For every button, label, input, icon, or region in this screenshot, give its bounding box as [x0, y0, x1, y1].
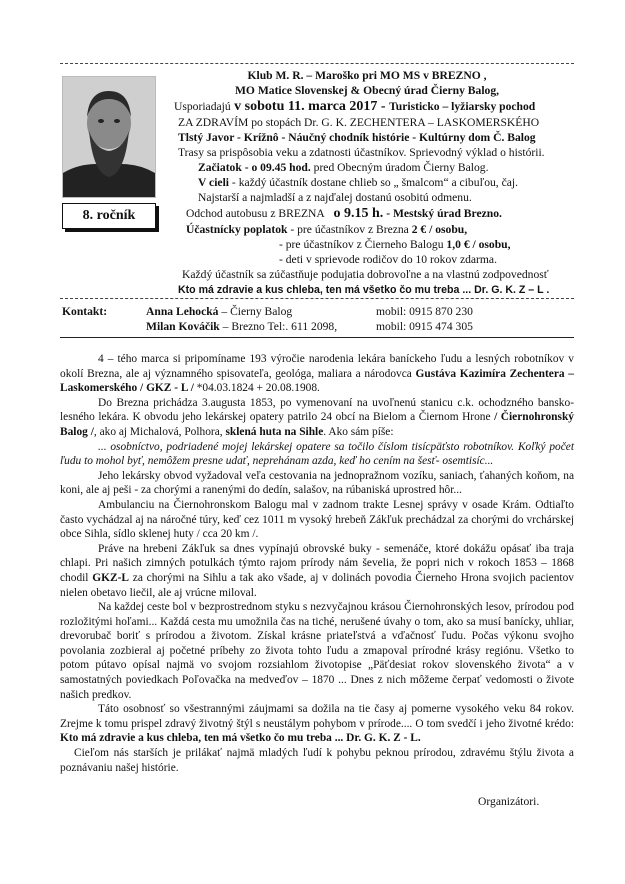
- paragraph-6: [60, 542, 574, 600]
- bus-time: o 9.15 h.: [333, 206, 384, 221]
- article-body: [60, 352, 574, 775]
- event-name: Turisticko – lyžiarsky pochod: [389, 100, 536, 113]
- paragraph-9: Cieľom nás starších je prilákať najmä mladých ľudí k pohybu peknou prírodou, zdravému štýlu života a poznávaniu našej histórie.: [60, 747, 574, 774]
- paragraph-2: [60, 396, 574, 440]
- start-place: pred Obecným úradom Čierny Balog.: [310, 161, 489, 174]
- header-line-responsibility: Každý účastník sa zúčastňuje podujatia dobrovoľne a na vlastnú zodpovednosť: [182, 268, 549, 281]
- contact-phone-1: mobil: 0915 870 230: [376, 305, 473, 318]
- p2-text: Do Brezna prichádza 3.augusta 1853, po vymenovaní na uvoľnenú stanicu c.k. ochodzného bansko-lesného lekára. K obvodu jeho lekárskej opatery patrilo 24 obcí na Bielom a Čiernom Hrone: [60, 396, 574, 424]
- paragraph-8: [60, 702, 574, 746]
- contact-person-1: [146, 304, 292, 319]
- header-line-organizer-2: MO Matice Slovenskej & Obecný úrad Čierny Balog,: [234, 84, 500, 97]
- p2-place: / Čiernohronský Balog /: [60, 411, 574, 438]
- p1-name: Gustáva Kazimíra Zechentera – Laskomerského / GKZ - L /: [60, 367, 574, 395]
- fee-brezno-label: - pre účastníkov z Brezna: [287, 223, 412, 236]
- header-line-organizer-1: Klub M. R. – Maroško pri MO MS v BREZNO ,: [247, 69, 487, 82]
- contact-place-2: – Brezno Tel:. 611 2098,: [219, 320, 338, 333]
- p6-text: Práve na hrebeni Zákľuk sa dnes vypínajú obrovské buky - semenáče, ktoré dokážu opásať iba traja chlapi. Pri našich zimných potulkách týmto rajom prírody nám ševelia, že popri nich v rokoch 1853 – 1868 chodil: [60, 542, 574, 584]
- bus-place: - Mestský úrad Brezno.: [383, 207, 502, 220]
- header-line-fee-balog: [279, 237, 511, 252]
- start-label: Začiatok: [198, 161, 242, 174]
- event-date: v sobotu 11. marca 2017 -: [230, 99, 390, 114]
- mid-dashed-rule: [60, 298, 574, 299]
- event-intro: Usporiadajú: [174, 100, 231, 113]
- p2-text2: , ako aj Michalová, Polhora,: [93, 425, 226, 438]
- fee-label: Účastnícky poplatok: [186, 223, 288, 236]
- contact-place-1: – Čierny Balog: [218, 305, 293, 318]
- header-line-routes-note: Trasy sa prispôsobia veku a zdatnosti účastníkov. Sprievodný výklad o histórii.: [178, 146, 545, 159]
- p8-motto: Kto má zdravie a kus chleba, ten má všetko čo mu treba ... Dr. G. K. Z - L.: [60, 732, 421, 745]
- signature: Organizátori.: [478, 795, 540, 808]
- p1-text: 4 – tého marca si pripomíname 193 výročie narodenia lekára baníckeho ľudu a lesných robotníkov v okolí Brezna, ale aj významného spisovateľa, geológa, maliara a národovca: [60, 353, 574, 380]
- header-line-fee-children: - deti v sprievode rodičov do 10 rokov zdarma.: [279, 253, 497, 266]
- header-line-motto: Kto má zdravie a kus chleba, ten má všetko čo mu treba ... Dr. G. K. Z – L .: [178, 284, 550, 296]
- p1-dates: *04.03.1824 + 20.08.1908.: [193, 382, 320, 395]
- contact-phone-2: mobil: 0915 474 305: [376, 320, 473, 333]
- portrait-image: [62, 76, 156, 198]
- p6-initials: GKZ-L: [92, 571, 129, 584]
- header-line-start: [198, 160, 488, 175]
- paragraph-1: [60, 352, 574, 396]
- header-line-fee: [186, 222, 467, 237]
- contact-person-2: [146, 319, 337, 334]
- p8-text: Táto osobnosť so všestrannými záujmami sa dožila na tie časy aj pomerne vysokého veku 84 rokov. Zrejme k tomu prispel zdravý životný štýl s neustálym pohybom v prírode.... O tom svedčí i jeho životné krédo:: [60, 703, 574, 730]
- finish-label: V cieli: [198, 176, 230, 189]
- contact-bottom-rule: [60, 337, 574, 338]
- fee-balog-value: 1,0 € / osobu,: [446, 238, 511, 251]
- p2-glassworks: sklená huta na Sihle: [225, 425, 324, 438]
- paragraph-5: Ambulanciu na Čiernohronskom Balogu mal v zadnom trakte Lesnej správy v osade Krám. Odtiaľto často vychádzal aj na náročné túry, keď cez 1011 m vysoký hrebeň Zákľuk prechádzal za chorými do vrchárskej obce Sihla, sídlo sklenej huty / cca 20 km /.: [60, 498, 574, 541]
- header-line-route-intro: ZA ZDRAVÍM po stopách Dr. G. K. ZECHENTERA – LASKOMERSKÉHO: [178, 116, 540, 129]
- contact-name-2: Milan Kováčik: [146, 320, 220, 333]
- p6-text2: za chorými na Sihlu a tak ako všade, aj v dolinách povodia Čierneho Hrona svojich pacientov nielen obetavo liečil, ale aj vrúcne miloval.: [60, 571, 574, 599]
- header-line-route: Tlstý Javor - Krížnô - Náučný chodník histórie - Kultúrny dom Č. Balog: [178, 131, 536, 144]
- header-line-event: [174, 99, 535, 114]
- header-line-awards: Najstarší a najmladší a z najďalej dostanú osobitú odmenu.: [198, 191, 472, 204]
- fee-brezno-value: 2 € / osobu,: [411, 223, 468, 236]
- contact-name-1: Anna Lehocká: [146, 305, 219, 318]
- finish-text: - každý účastník dostane chlieb so „ šmalcom“ a cibuľou, čaj.: [229, 176, 519, 189]
- start-time: - o 09.45 hod.: [241, 161, 311, 174]
- contact-label: Kontakt:: [62, 305, 108, 318]
- top-dashed-rule: [60, 63, 574, 64]
- edition-badge: 8. ročník: [62, 203, 156, 229]
- paragraph-7: Na každej ceste bol v bezprostrednom styku s nezvyčajnou krásou Čiernohronských lesov, prírodou pod rozložitými hoľami... Každá cesta mu umožnila čas na tiché, nerušené úvahy o tom, ako sa musí banícky, uhliar, drevorubač boriť s prírodou a životom. Získal krásne priateľstvá a vďačnosť ľudu. Počas výkonu svojho povolania zozbieral aj početné príbehy zo života tohto ľudu a zmapoval prírodné krásy regiónu. Všetko to potom pútavo opísal najmä vo svojom rozsiahlom životopise „Päťdesiat rokov slovenského života“ a v samostatných poviedkach Poľovačka na medveďov – 1870 ... Dnes z nich môžeme čerpať vedomosti o živote našich predkov.: [60, 601, 574, 701]
- bus-label: Odchod autobusu z BREZNA: [186, 207, 325, 220]
- paragraph-quote: ... osobníctvo, podriadené mojej lekárskej opatere sa točilo číslom tisícpäťsto robotníkov. Koľký počet ľudu to mohol byť, nemôžem presne udať, neprehánam azda, keď ho cením na šesť- osemtisíc...: [60, 440, 574, 468]
- paragraph-4: Jeho lekársky obvod vyžadoval veľa cestovania na jednopražnom vozíku, saniach, ťahaných koňom, na koni, ale aj peši - za chorými a ranenými do dedín, salašov, na rúbaniská uprostred hôr...: [60, 469, 574, 497]
- header-line-bus: [186, 206, 502, 221]
- header-line-finish: [198, 175, 518, 190]
- fee-balog-label: - pre účastníkov z Čierneho Balogu: [279, 238, 447, 251]
- p2-text3: . Ako sám píše:: [323, 425, 394, 438]
